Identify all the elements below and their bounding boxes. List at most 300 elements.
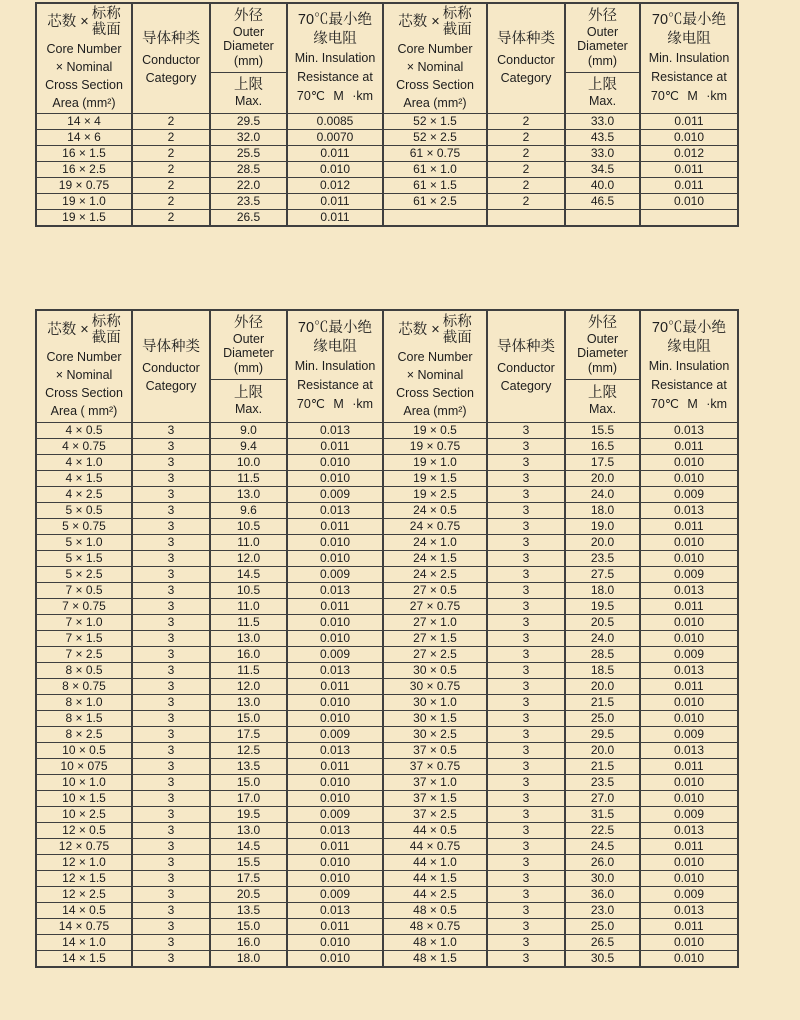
resistance-en-line: Resistance at [297, 69, 373, 84]
cell-outer-diameter-max: 15.0 [210, 774, 287, 790]
max-zh-label: 上限 [234, 77, 263, 93]
table-row [36, 838, 738, 854]
core-area-label: Area ( mm²) [50, 404, 118, 419]
cell-conductor-category: 3 [132, 454, 210, 470]
cell-outer-diameter-max: 10.5 [210, 582, 287, 598]
resistance-en-line: 70℃ M ·km [650, 396, 728, 411]
cell-min-insulation-resistance: 0.010 [640, 710, 738, 726]
cell-min-insulation-resistance: 0.009 [640, 726, 738, 742]
cell-outer-diameter-max: 13.5 [210, 902, 287, 918]
core-zh-stack [443, 6, 472, 38]
cell-outer-diameter-max: 22.0 [210, 177, 287, 193]
core-zh-stack-bottom: 截面 [442, 330, 472, 347]
cell-core-size [383, 209, 487, 226]
core-zh-label [384, 4, 486, 40]
cell-conductor-category: 2 [487, 145, 565, 161]
resistance-en-line: Resistance at [651, 69, 727, 84]
cell-min-insulation-resistance: 0.010 [287, 774, 383, 790]
core-zh-stack [443, 314, 472, 346]
resistance-en-line: Min. Insulation [648, 50, 730, 65]
cell-core-size: 12 × 0.5 [36, 822, 132, 838]
cell-min-insulation-resistance: 0.0085 [287, 113, 383, 129]
cell-core-size: 37 × 0.75 [383, 758, 487, 774]
table-row [36, 145, 738, 161]
core-en-line: × Nominal [55, 368, 113, 383]
cell-min-insulation-resistance: 0.010 [640, 454, 738, 470]
od-en-line: Outer [232, 24, 265, 39]
spec-table-category-2 [35, 2, 739, 227]
cell-min-insulation-resistance: 0.009 [287, 886, 383, 902]
cell-outer-diameter-max: 19.5 [210, 806, 287, 822]
table-row [36, 454, 738, 470]
cell-core-size: 10 × 075 [36, 758, 132, 774]
cell-outer-diameter-max: 15.0 [210, 710, 287, 726]
cell-min-insulation-resistance: 0.011 [640, 161, 738, 177]
cell-min-insulation-resistance: 0.011 [640, 838, 738, 854]
cell-min-insulation-resistance: 0.009 [287, 806, 383, 822]
cell-conductor-category: 3 [132, 934, 210, 950]
core-en-line: Core Number [397, 42, 473, 57]
cell-conductor-category: 3 [132, 486, 210, 502]
cell-outer-diameter-max: 15.5 [565, 422, 640, 438]
col-header-core-number [36, 310, 132, 422]
cell-core-size: 48 × 1.0 [383, 934, 487, 950]
cell-min-insulation-resistance: 0.012 [287, 177, 383, 193]
table-row [36, 790, 738, 806]
cell-min-insulation-resistance: 0.010 [640, 870, 738, 886]
cell-conductor-category: 3 [132, 742, 210, 758]
cell-conductor-category: 3 [132, 918, 210, 934]
cell-outer-diameter-max: 43.5 [565, 129, 640, 145]
cell-core-size: 5 × 1.5 [36, 550, 132, 566]
conductor-zh-label: 导体种类 [142, 339, 200, 356]
resistance-en-line: Min. Insulation [294, 50, 376, 65]
cell-min-insulation-resistance: 0.009 [287, 486, 383, 502]
cell-min-insulation-resistance: 0.011 [287, 145, 383, 161]
cell-min-insulation-resistance: 0.010 [287, 470, 383, 486]
od-en-line: Diameter [577, 39, 628, 54]
cell-outer-diameter-max: 12.0 [210, 678, 287, 694]
table-row [36, 806, 738, 822]
cell-core-size: 44 × 1.0 [383, 854, 487, 870]
cell-core-size: 5 × 2.5 [36, 566, 132, 582]
table-row [36, 758, 738, 774]
cell-min-insulation-resistance: 0.010 [640, 534, 738, 550]
cell-outer-diameter-max: 11.0 [210, 598, 287, 614]
core-zh-prefix: 芯数 × [398, 14, 440, 31]
cell-core-size: 7 × 0.5 [36, 582, 132, 598]
table-row [36, 161, 738, 177]
cell-min-insulation-resistance: 0.009 [640, 486, 738, 502]
table-row [36, 193, 738, 209]
col-header-min-insulation-resistance [287, 3, 383, 113]
cell-core-size: 37 × 2.5 [383, 806, 487, 822]
cell-conductor-category: 3 [487, 806, 565, 822]
resistance-en-line: 70℃ M ·km [650, 88, 728, 103]
conductor-zh-label: 导体种类 [497, 31, 555, 48]
cell-core-size: 37 × 1.0 [383, 774, 487, 790]
cell-core-size: 14 × 0.75 [36, 918, 132, 934]
cell-conductor-category: 3 [132, 534, 210, 550]
cell-min-insulation-resistance: 0.010 [640, 193, 738, 209]
col-header-conductor-category [132, 310, 210, 422]
core-zh-stack-bottom: 截面 [91, 330, 121, 347]
conductor-en-line: Conductor [142, 361, 200, 376]
cell-min-insulation-resistance: 0.009 [287, 726, 383, 742]
core-zh-stack-bottom: 截面 [442, 22, 472, 39]
cell-outer-diameter-max: 25.0 [565, 710, 640, 726]
cell-outer-diameter-max: 18.5 [565, 662, 640, 678]
cell-core-size: 10 × 0.5 [36, 742, 132, 758]
table-row [36, 870, 738, 886]
cell-conductor-category: 3 [487, 438, 565, 454]
table-row [36, 678, 738, 694]
cell-min-insulation-resistance: 0.013 [287, 582, 383, 598]
cell-outer-diameter-max: 27.5 [565, 566, 640, 582]
table-row [36, 113, 738, 129]
cell-outer-diameter-max: 24.0 [565, 486, 640, 502]
core-area-label: Area (mm²) [52, 96, 116, 111]
table-row [36, 502, 738, 518]
col-header-core-number [383, 3, 487, 113]
cell-core-size: 8 × 1.5 [36, 710, 132, 726]
cell-conductor-category: 2 [132, 177, 210, 193]
cell-conductor-category: 3 [487, 854, 565, 870]
cell-conductor-category: 3 [132, 614, 210, 630]
cell-outer-diameter-max: 17.0 [210, 790, 287, 806]
cell-conductor-category: 3 [132, 950, 210, 967]
cell-min-insulation-resistance: 0.010 [287, 454, 383, 470]
cell-conductor-category: 3 [132, 566, 210, 582]
col-header-min-insulation-resistance [640, 310, 738, 422]
cell-outer-diameter-max: 16.5 [565, 438, 640, 454]
cell-min-insulation-resistance: 0.011 [287, 438, 383, 454]
cell-outer-diameter-max: 13.0 [210, 694, 287, 710]
cell-conductor-category: 3 [487, 710, 565, 726]
cell-min-insulation-resistance: 0.011 [640, 518, 738, 534]
cell-outer-diameter-max: 12.0 [210, 550, 287, 566]
outer-diameter-section [211, 311, 286, 379]
resistance-en-line: Resistance at [297, 377, 373, 392]
cell-outer-diameter-max: 11.0 [210, 534, 287, 550]
cell-outer-diameter-max: 20.5 [210, 886, 287, 902]
outer-diameter-section [566, 4, 639, 72]
cell-outer-diameter-max: 29.5 [565, 726, 640, 742]
cell-conductor-category: 3 [487, 726, 565, 742]
core-en-line: Core Number [46, 350, 122, 365]
cell-conductor-category: 3 [487, 678, 565, 694]
core-en-line: × Nominal [406, 60, 464, 75]
cell-outer-diameter-max [565, 209, 640, 226]
table-row [36, 614, 738, 630]
table-row [36, 934, 738, 950]
cell-conductor-category: 2 [132, 193, 210, 209]
cell-conductor-category: 3 [487, 566, 565, 582]
outer-diameter-wrap [211, 4, 286, 113]
cell-conductor-category: 3 [132, 518, 210, 534]
col-header-outer-diameter [210, 3, 287, 113]
cell-conductor-category: 3 [132, 678, 210, 694]
cell-min-insulation-resistance: 0.013 [640, 422, 738, 438]
cell-min-insulation-resistance: 0.010 [287, 854, 383, 870]
cell-conductor-category: 3 [487, 598, 565, 614]
table-row [36, 694, 738, 710]
cell-outer-diameter-max: 30.0 [565, 870, 640, 886]
outer-diameter-wrap [211, 311, 286, 422]
table-row [36, 630, 738, 646]
table-body-category-3 [36, 422, 738, 967]
cell-core-size: 19 × 0.5 [383, 422, 487, 438]
cell-core-size: 7 × 1.5 [36, 630, 132, 646]
cell-conductor-category: 2 [132, 113, 210, 129]
cell-min-insulation-resistance: 0.010 [287, 550, 383, 566]
cell-conductor-category: 3 [487, 454, 565, 470]
resistance-zh-line: 缘电阻 [667, 30, 711, 47]
core-en-line: Cross Section [45, 386, 123, 401]
table-row [36, 822, 738, 838]
cell-outer-diameter-max: 28.5 [210, 161, 287, 177]
cell-outer-diameter-max: 25.5 [210, 145, 287, 161]
conductor-en-line: Category [500, 71, 552, 86]
core-zh-prefix: 芯数 × [398, 322, 440, 339]
cell-core-size: 4 × 0.75 [36, 438, 132, 454]
cell-min-insulation-resistance: 0.009 [640, 806, 738, 822]
cell-min-insulation-resistance: 0.009 [640, 646, 738, 662]
cell-outer-diameter-max: 36.0 [565, 886, 640, 902]
cell-outer-diameter-max: 11.5 [210, 614, 287, 630]
cell-outer-diameter-max: 19.5 [565, 598, 640, 614]
cell-conductor-category: 3 [487, 886, 565, 902]
cell-min-insulation-resistance: 0.013 [640, 662, 738, 678]
core-en-line: × Nominal [406, 368, 464, 383]
table-row [36, 886, 738, 902]
conductor-zh-label: 导体种类 [142, 31, 200, 48]
cell-core-size: 14 × 0.5 [36, 902, 132, 918]
cell-core-size: 30 × 2.5 [383, 726, 487, 742]
cell-conductor-category: 3 [487, 550, 565, 566]
cell-outer-diameter-max: 27.0 [565, 790, 640, 806]
cell-outer-diameter-max: 18.0 [565, 582, 640, 598]
cell-conductor-category: 2 [487, 177, 565, 193]
cell-min-insulation-resistance: 0.013 [640, 502, 738, 518]
cell-core-size: 30 × 0.75 [383, 678, 487, 694]
cell-core-size: 19 × 1.5 [383, 470, 487, 486]
cell-outer-diameter-max: 28.5 [565, 646, 640, 662]
cell-outer-diameter-max: 23.5 [565, 550, 640, 566]
cell-core-size: 19 × 1.5 [36, 209, 132, 226]
core-zh-stack-top: 标称 [442, 314, 472, 331]
core-zh-stack-top: 标称 [91, 6, 121, 23]
cell-core-size: 8 × 0.5 [36, 662, 132, 678]
cell-conductor-category: 3 [487, 518, 565, 534]
cell-core-size: 24 × 2.5 [383, 566, 487, 582]
cell-outer-diameter-max: 15.5 [210, 854, 287, 870]
cell-conductor-category: 3 [132, 630, 210, 646]
table-row [36, 534, 738, 550]
resistance-zh-line: 70℃最小绝 [297, 319, 373, 336]
col-header-min-insulation-resistance [640, 3, 738, 113]
cell-outer-diameter-max: 33.0 [565, 145, 640, 161]
cell-core-size: 30 × 1.5 [383, 710, 487, 726]
core-area-label: Area (mm²) [403, 404, 467, 419]
cell-outer-diameter-max: 20.5 [565, 614, 640, 630]
cell-conductor-category: 3 [487, 662, 565, 678]
table-row [36, 486, 738, 502]
cell-conductor-category: 3 [132, 774, 210, 790]
cell-outer-diameter-max: 23.5 [565, 774, 640, 790]
table-row [36, 470, 738, 486]
cell-outer-diameter-max: 30.5 [565, 950, 640, 967]
max-zh-label: 上限 [588, 385, 617, 401]
od-en-line: (mm) [233, 53, 264, 68]
cell-conductor-category: 2 [487, 161, 565, 177]
col-header-outer-diameter [565, 3, 640, 113]
cell-conductor-category: 3 [487, 742, 565, 758]
cell-core-size: 27 × 1.5 [383, 630, 487, 646]
od-en-line: Diameter [223, 346, 274, 361]
cell-conductor-category: 2 [132, 145, 210, 161]
cell-outer-diameter-max: 9.6 [210, 502, 287, 518]
cell-conductor-category: 3 [132, 758, 210, 774]
cell-outer-diameter-max: 13.0 [210, 486, 287, 502]
core-zh-label [37, 312, 131, 348]
table-row [36, 129, 738, 145]
od-en-line: Diameter [223, 39, 274, 54]
core-zh-label [37, 4, 131, 40]
cell-core-size: 5 × 0.75 [36, 518, 132, 534]
table-row [36, 742, 738, 758]
cell-outer-diameter-max: 20.0 [565, 678, 640, 694]
cell-min-insulation-resistance: 0.010 [640, 470, 738, 486]
cell-conductor-category: 2 [487, 193, 565, 209]
cell-conductor-category: 3 [132, 854, 210, 870]
cell-core-size: 4 × 1.0 [36, 454, 132, 470]
cell-min-insulation-resistance: 0.013 [287, 422, 383, 438]
cell-core-size: 24 × 0.75 [383, 518, 487, 534]
cell-core-size: 27 × 0.5 [383, 582, 487, 598]
cell-conductor-category: 3 [487, 758, 565, 774]
core-en-line: Cross Section [45, 78, 123, 93]
resistance-en-line: 70℃ M ·km [296, 396, 374, 411]
cell-core-size: 5 × 1.0 [36, 534, 132, 550]
max-zh-label: 上限 [588, 77, 617, 93]
cell-core-size: 10 × 1.5 [36, 790, 132, 806]
cell-outer-diameter-max: 46.5 [565, 193, 640, 209]
cell-min-insulation-resistance: 0.011 [287, 918, 383, 934]
cell-conductor-category: 3 [487, 470, 565, 486]
cell-outer-diameter-max: 31.5 [565, 806, 640, 822]
conductor-en-line: Category [145, 71, 197, 86]
cell-outer-diameter-max: 19.0 [565, 518, 640, 534]
cell-core-size: 19 × 0.75 [36, 177, 132, 193]
cell-conductor-category: 3 [487, 774, 565, 790]
cell-outer-diameter-max: 20.0 [565, 534, 640, 550]
cell-core-size: 37 × 0.5 [383, 742, 487, 758]
od-en-line: (mm) [587, 53, 618, 68]
cell-outer-diameter-max: 20.0 [565, 470, 640, 486]
cell-core-size: 19 × 0.75 [383, 438, 487, 454]
cell-core-size: 19 × 1.0 [383, 454, 487, 470]
cell-outer-diameter-max: 16.0 [210, 934, 287, 950]
col-header-core-number [383, 310, 487, 422]
cell-min-insulation-resistance: 0.010 [640, 614, 738, 630]
col-header-conductor-category [487, 3, 565, 113]
cell-min-insulation-resistance: 0.011 [640, 678, 738, 694]
cell-outer-diameter-max: 24.0 [565, 630, 640, 646]
table-row [36, 710, 738, 726]
table-row [36, 726, 738, 742]
cell-outer-diameter-max: 22.5 [565, 822, 640, 838]
cell-conductor-category: 2 [487, 113, 565, 129]
cell-conductor-category: 3 [487, 630, 565, 646]
cell-outer-diameter-max: 13.0 [210, 630, 287, 646]
cell-conductor-category: 3 [132, 646, 210, 662]
od-zh-label: 外径 [234, 7, 263, 24]
max-en-label: Max. [588, 94, 617, 108]
cell-min-insulation-resistance: 0.011 [640, 598, 738, 614]
cell-core-size: 52 × 1.5 [383, 113, 487, 129]
header-row [36, 3, 738, 113]
cell-conductor-category: 2 [132, 161, 210, 177]
col-header-outer-diameter [210, 310, 287, 422]
outer-diameter-max-section [211, 379, 286, 422]
cell-outer-diameter-max: 21.5 [565, 694, 640, 710]
cell-core-size: 7 × 2.5 [36, 646, 132, 662]
core-en-line: Cross Section [396, 78, 474, 93]
col-header-conductor-category [487, 310, 565, 422]
cell-outer-diameter-max: 23.0 [565, 902, 640, 918]
outer-diameter-wrap [566, 4, 639, 113]
cell-min-insulation-resistance: 0.013 [287, 822, 383, 838]
cell-core-size: 7 × 1.0 [36, 614, 132, 630]
cell-conductor-category: 3 [132, 902, 210, 918]
cell-min-insulation-resistance: 0.013 [287, 662, 383, 678]
cell-outer-diameter-max: 9.0 [210, 422, 287, 438]
cell-conductor-category: 3 [487, 838, 565, 854]
cell-core-size: 24 × 1.5 [383, 550, 487, 566]
cell-conductor-category: 3 [487, 646, 565, 662]
conductor-en-line: Category [145, 379, 197, 394]
core-zh-stack [92, 6, 121, 38]
cell-min-insulation-resistance: 0.010 [287, 694, 383, 710]
resistance-en-line: Min. Insulation [648, 358, 730, 373]
cell-core-size: 8 × 1.0 [36, 694, 132, 710]
core-zh-stack-bottom: 截面 [91, 22, 121, 39]
cell-core-size: 61 × 1.0 [383, 161, 487, 177]
cell-core-size: 27 × 2.5 [383, 646, 487, 662]
cell-core-size: 19 × 1.0 [36, 193, 132, 209]
cell-min-insulation-resistance: 0.009 [287, 566, 383, 582]
cell-min-insulation-resistance: 0.011 [640, 113, 738, 129]
cell-outer-diameter-max: 17.5 [210, 870, 287, 886]
conductor-en-line: Category [500, 379, 552, 394]
resistance-en-line: Resistance at [651, 377, 727, 392]
resistance-zh-line: 缘电阻 [313, 338, 357, 355]
cell-min-insulation-resistance: 0.010 [640, 694, 738, 710]
core-zh-stack-top: 标称 [442, 6, 472, 23]
cell-min-insulation-resistance: 0.010 [287, 614, 383, 630]
cell-outer-diameter-max: 34.5 [565, 161, 640, 177]
outer-diameter-section [211, 4, 286, 72]
cell-outer-diameter-max: 33.0 [565, 113, 640, 129]
cell-outer-diameter-max: 23.5 [210, 193, 287, 209]
cell-core-size: 61 × 0.75 [383, 145, 487, 161]
core-en-line: Core Number [397, 350, 473, 365]
col-header-min-insulation-resistance [287, 310, 383, 422]
cell-conductor-category: 3 [132, 870, 210, 886]
cell-core-size: 48 × 0.75 [383, 918, 487, 934]
cell-min-insulation-resistance: 0.010 [640, 630, 738, 646]
